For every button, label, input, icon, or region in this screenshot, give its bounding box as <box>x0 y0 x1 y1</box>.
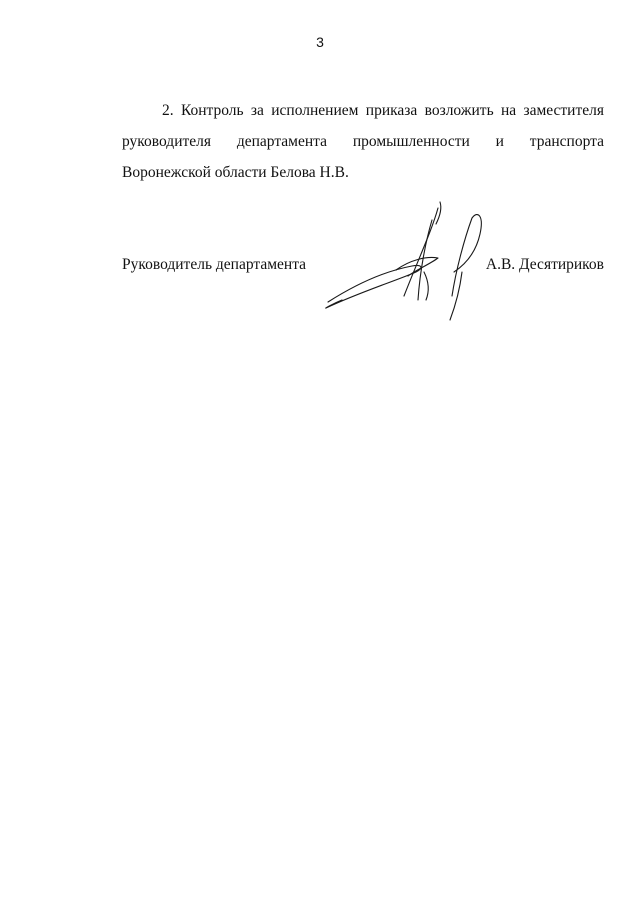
signature-block <box>122 248 604 338</box>
body-paragraph: 2. Контроль за исполнением приказа возложить на заместителя руководителя департамента промышленности и транспорта Воронежской области Белова Н.В. <box>122 102 604 181</box>
handwritten-signature <box>320 200 500 330</box>
signatory-position: Руководитель департамента <box>122 256 307 273</box>
signatory-name: А.В. Десятириков <box>485 256 604 273</box>
page-number: 3 <box>316 34 324 50</box>
